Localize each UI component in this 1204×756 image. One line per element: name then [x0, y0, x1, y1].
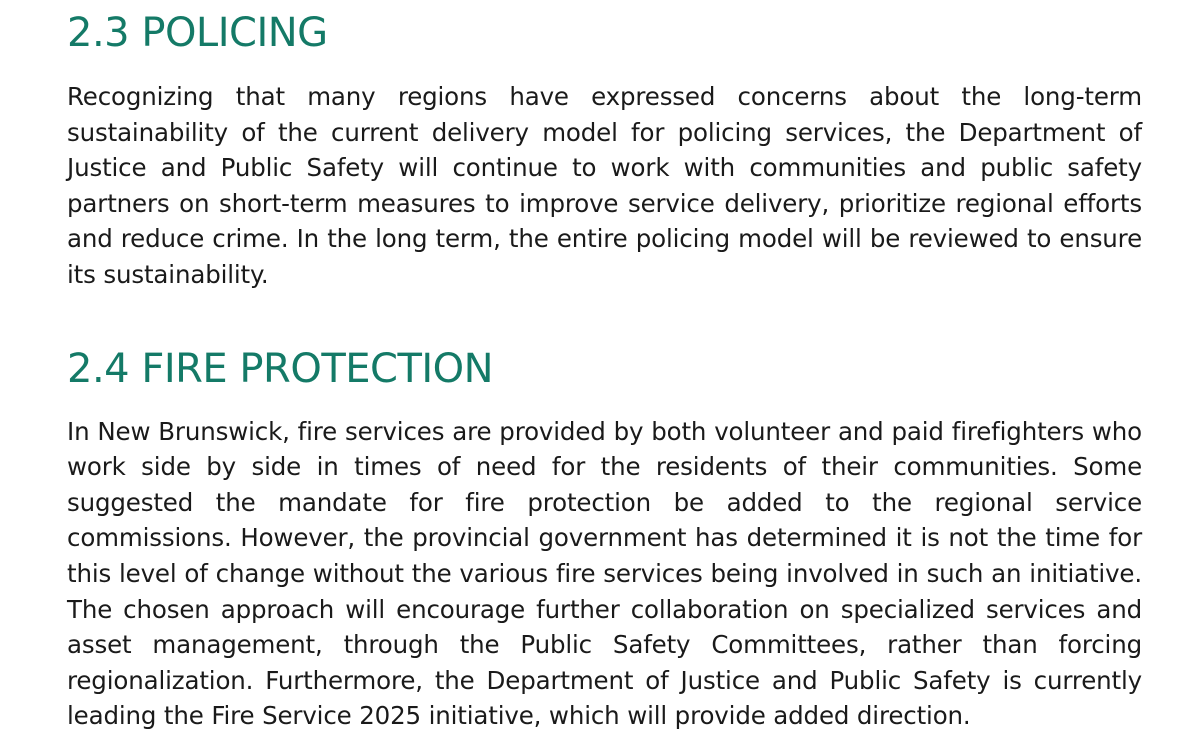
- section-paragraph-fire-protection: In New Brunswick, fire services are provided by both volunteer and paid firefighters who work side by side in times of need for the residents of their communities. Some suggested the mandate for fire protection be added to the regional service commissions. However, the provincial government has determined it is not the time for this level of change without the various fire services being involved in such an initiative. The chosen approach will encourage further collaboration on specialized services and asset management, through the Public Safety Committees, rather than forcing regionalization. Furthermore, the Department of Justice and Public Safety is currently leading the Fire Service 2025 initiative, which will provide added direction.: [67, 416, 1142, 731]
- section-fire-protection: [67, 345, 1142, 734]
- section-heading-policing: 2.3 POLICING: [67, 10, 328, 56]
- section-policing: [67, 0, 1142, 293]
- section-paragraph-policing: Recognizing that many regions have expressed concerns about the long-term sustainability of the current delivery model for policing services, the Department of Justice and Public Safety will continue to work with communities and public safety partners on short-term measures to improve service delivery, prioritize regional efforts and reduce crime. In the long term, the entire policing model will be reviewed to ensure its sustainability.: [67, 82, 1142, 289]
- document-page: [67, 0, 1142, 734]
- section-heading-fire-protection: 2.4 FIRE PROTECTION: [67, 345, 494, 392]
